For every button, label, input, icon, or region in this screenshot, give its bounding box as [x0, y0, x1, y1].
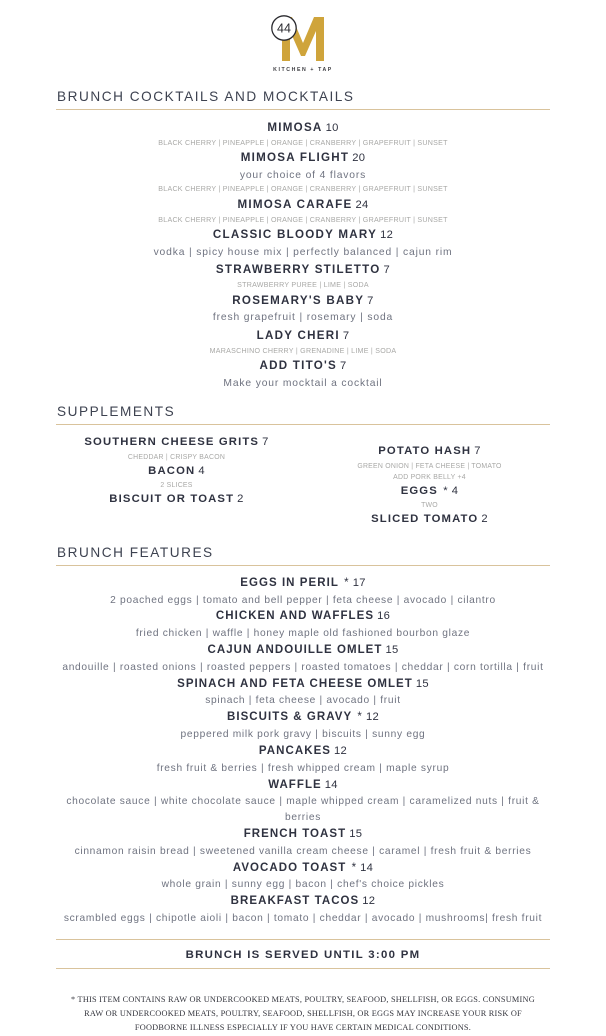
menu-item-price: 12	[334, 744, 348, 757]
menu-item-name: CAJUN ANDOUILLE OMLET 15	[207, 644, 399, 657]
menu-item-price: 10	[325, 122, 339, 134]
menu-item	[56, 327, 550, 357]
menu-item-price: 12	[362, 895, 376, 908]
menu-item-name: WAFFLE 14	[268, 778, 338, 791]
menu-item-name: FRENCH TOAST 15	[243, 827, 363, 840]
menu-item-name: MIMOSA CARAFE 24	[237, 197, 369, 211]
menu-item-ingredients: MARASCHINO CHERRY | GRENADINE | LIME | SODA	[209, 346, 397, 355]
menu-item-price: 7	[340, 359, 347, 372]
raw-item-asterisk: *	[353, 711, 363, 724]
menu-item-description: cinnamon raisin bread | sweetened vanilla cream cheese | caramel | fresh fruit & berries	[74, 845, 532, 857]
menu-item	[56, 196, 550, 226]
menu-item-price: 7	[474, 445, 481, 458]
menu-item-price: 12	[365, 711, 380, 724]
section-divider	[56, 565, 550, 566]
menu-item	[60, 608, 546, 642]
menu-item-description: fresh grapefruit | rosemary | soda	[212, 312, 394, 324]
menu-item-price: 14	[360, 861, 374, 874]
menu-item	[309, 483, 550, 512]
menu-item-ingredients: BLACK CHERRY | PINEAPPLE | ORANGE | CRANBERRY | GRAPEFRUIT | SUNSET	[158, 215, 448, 224]
raw-item-asterisk: *	[438, 484, 449, 497]
section-heading: BRUNCH FEATURES	[57, 544, 214, 560]
menu-item-price: 4	[198, 464, 205, 477]
section-brunch-cocktails	[0, 89, 606, 392]
raw-item-asterisk: *	[347, 861, 358, 874]
menu-item-description: chocolate sauce | white chocolate sauce | maple whipped cream | caramelized nuts | fruit & berries	[66, 796, 540, 824]
menu-item	[60, 743, 546, 777]
menu-item-name: CHICKEN AND WAFFLES 16	[215, 610, 391, 623]
menu-item-price: 4	[451, 484, 459, 497]
menu-item-price: 7	[367, 294, 374, 307]
menu-item-name: BISCUIT OR TOAST 2	[109, 493, 244, 506]
menu-item-description: Make your mocktail a cocktail	[223, 377, 383, 389]
menu-item	[56, 434, 297, 463]
section-divider	[56, 109, 550, 110]
menu-item-name: SLICED TOMATO 2	[371, 513, 488, 526]
menu-item-ingredients: BLACK CHERRY | PINEAPPLE | ORANGE | CRANBERRY | GRAPEFRUIT | SUNSET	[158, 185, 448, 194]
menu-item-price: 7	[342, 329, 350, 342]
menu-item-description: 2 poached eggs | tomato and bell pepper | feta cheese | avocado | cilantro	[110, 594, 496, 606]
section-brunch-features	[0, 545, 606, 927]
menu-item-name: POTATO HASH 7	[378, 445, 481, 458]
menu-item-price: 15	[415, 677, 429, 690]
menu-item-ingredients: GREEN ONION | FETA CHEESE | TOMATO	[357, 462, 502, 470]
menu-item	[56, 463, 297, 492]
menu-item-name: BREAKFAST TACOS 12	[230, 895, 376, 908]
menu-item-ingredients: CHEDDAR | CRISPY BACON	[127, 453, 226, 461]
menu-item-ingredients: STRAWBERRY PUREE | LIME | SODA	[237, 281, 369, 290]
menu-item-ingredients: 2 SLICES	[160, 482, 193, 490]
menu-item-description: spinach | feta cheese | avocado | fruit	[205, 695, 401, 707]
logo-mark-icon	[260, 9, 346, 71]
section-divider	[56, 424, 550, 425]
menu-item-description: scrambled eggs | chipotle aioli | bacon | tomato | cheddar | avocado | mushrooms| fresh fruit	[63, 913, 543, 925]
service-banner	[56, 939, 550, 969]
menu-item-name: SPINACH AND FETA CHEESE OMLET 15	[177, 677, 429, 690]
menu-item-description: whole grain | sunny egg | bacon | chef's choice pickles	[161, 879, 445, 891]
menu-item-price: 2	[237, 493, 244, 506]
menu-item	[56, 226, 550, 261]
menu-item-price: 17	[352, 576, 366, 589]
supplements-right-column	[303, 434, 550, 529]
restaurant-logo	[260, 9, 346, 71]
menu-item-description: vodka | spicy house mix | perfectly balanced | cajun rim	[153, 246, 453, 258]
menu-item-price: 24	[355, 198, 369, 211]
menu-item	[309, 443, 550, 483]
menu-item-description: andouille | roasted onions | roasted peppers | roasted tomatoes | cheddar | corn tortilla | fruit	[62, 661, 544, 673]
menu-item-name: EGGS IN PERIL * 17	[240, 576, 366, 589]
logo-header	[0, 0, 606, 71]
menu-item-ingredients: BLACK CHERRY | PINEAPPLE | ORANGE | CRANBERRY | GRAPEFRUIT | SUNSET	[158, 138, 448, 147]
menu-item	[60, 777, 546, 826]
menu-item	[56, 491, 297, 509]
menu-item	[56, 261, 550, 291]
menu-item	[60, 642, 546, 676]
menu-item	[56, 119, 550, 149]
features-item-list	[56, 575, 550, 927]
menu-item	[60, 893, 546, 927]
menu-item	[60, 575, 546, 609]
menu-item-description: fried chicken | waffle | honey maple old fashioned bourbon glaze	[135, 628, 471, 640]
menu-item	[60, 676, 546, 710]
menu-item-price: 7	[262, 436, 269, 449]
section-heading: SUPPLEMENTS	[57, 404, 176, 420]
menu-item-name: PANCAKES 12	[258, 744, 348, 757]
menu-item	[60, 826, 546, 860]
section-heading: BRUNCH COCKTAILS AND MOCKTAILS	[57, 89, 355, 104]
service-banner-wrap	[0, 939, 606, 969]
menu-item-description: peppered milk pork gravy | biscuits | sunny egg	[180, 729, 426, 741]
menu-item-price: 15	[349, 827, 363, 840]
logo-tagline: KITCHEN + TAP	[273, 67, 333, 73]
menu-item-price: 20	[352, 152, 366, 165]
menu-item	[60, 860, 546, 894]
menu-item-addon: ADD PORK BELLY +4	[393, 473, 466, 481]
supplements-left-column	[56, 434, 303, 509]
allergen-disclaimer: * THIS ITEM CONTAINS RAW OR UNDERCOOKED MEATS, POULTRY, SEAFOOD, SHELLFISH, OR EGGS. CONSUMING RAW OR UNDERCOOKED MEATS, POULTRY, SEAFOOD, SHELLFISH, OR EGGS MAY INCREASE YOUR RISK OF FOODBORNE ILLNESS ESPECIALLY IF YOU HAVE CERTAIN MEDICAL CONDITIONS.	[71, 994, 535, 1033]
menu-item-description: your choice of 4 flavors	[239, 170, 367, 182]
service-banner-text: BRUNCH IS SERVED UNTIL 3:00 PM	[185, 948, 421, 961]
menu-item-name: MIMOSA 10	[267, 121, 339, 134]
menu-item	[309, 511, 550, 529]
supplements-columns	[56, 434, 550, 529]
logo-badge-number: 44	[277, 21, 291, 36]
menu-item-price: 12	[380, 229, 394, 242]
menu-item	[56, 149, 550, 196]
menu-item-price: 15	[385, 644, 399, 657]
menu-item	[56, 292, 550, 327]
menu-item-name: BACON 4	[148, 464, 205, 477]
cocktail-item-list	[56, 119, 550, 392]
menu-item-name: LADY CHERI 7	[256, 328, 350, 342]
raw-item-asterisk: *	[339, 576, 350, 589]
menu-item-price: 16	[377, 610, 391, 623]
menu-item-name: AVOCADO TOAST * 14	[232, 861, 374, 874]
menu-item-name: STRAWBERRY STILETTO 7	[215, 263, 391, 277]
menu-item-name: MIMOSA FLIGHT 20	[240, 151, 366, 165]
menu-item-name: ADD TITO'S 7	[259, 358, 347, 372]
section-supplements	[0, 404, 606, 529]
menu-item-name: CLASSIC BLOODY MARY 12	[212, 228, 394, 242]
menu-item-price: 7	[383, 264, 391, 277]
menu-item	[56, 357, 550, 392]
menu-item-description: fresh fruit & berries | fresh whipped cream | maple syrup	[156, 762, 450, 774]
menu-item-name: BISCUITS & GRAVY * 12	[226, 711, 380, 724]
menu-item-price: 14	[324, 778, 338, 791]
menu-item-ingredients: TWO	[421, 502, 438, 510]
menu-item-name: ROSEMARY'S BABY 7	[232, 293, 374, 307]
menu-item	[60, 709, 546, 743]
menu-item-name: SOUTHERN CHEESE GRITS 7	[84, 436, 269, 449]
menu-item-name: EGGS * 4	[400, 484, 459, 497]
menu-item-price: 2	[481, 513, 488, 526]
